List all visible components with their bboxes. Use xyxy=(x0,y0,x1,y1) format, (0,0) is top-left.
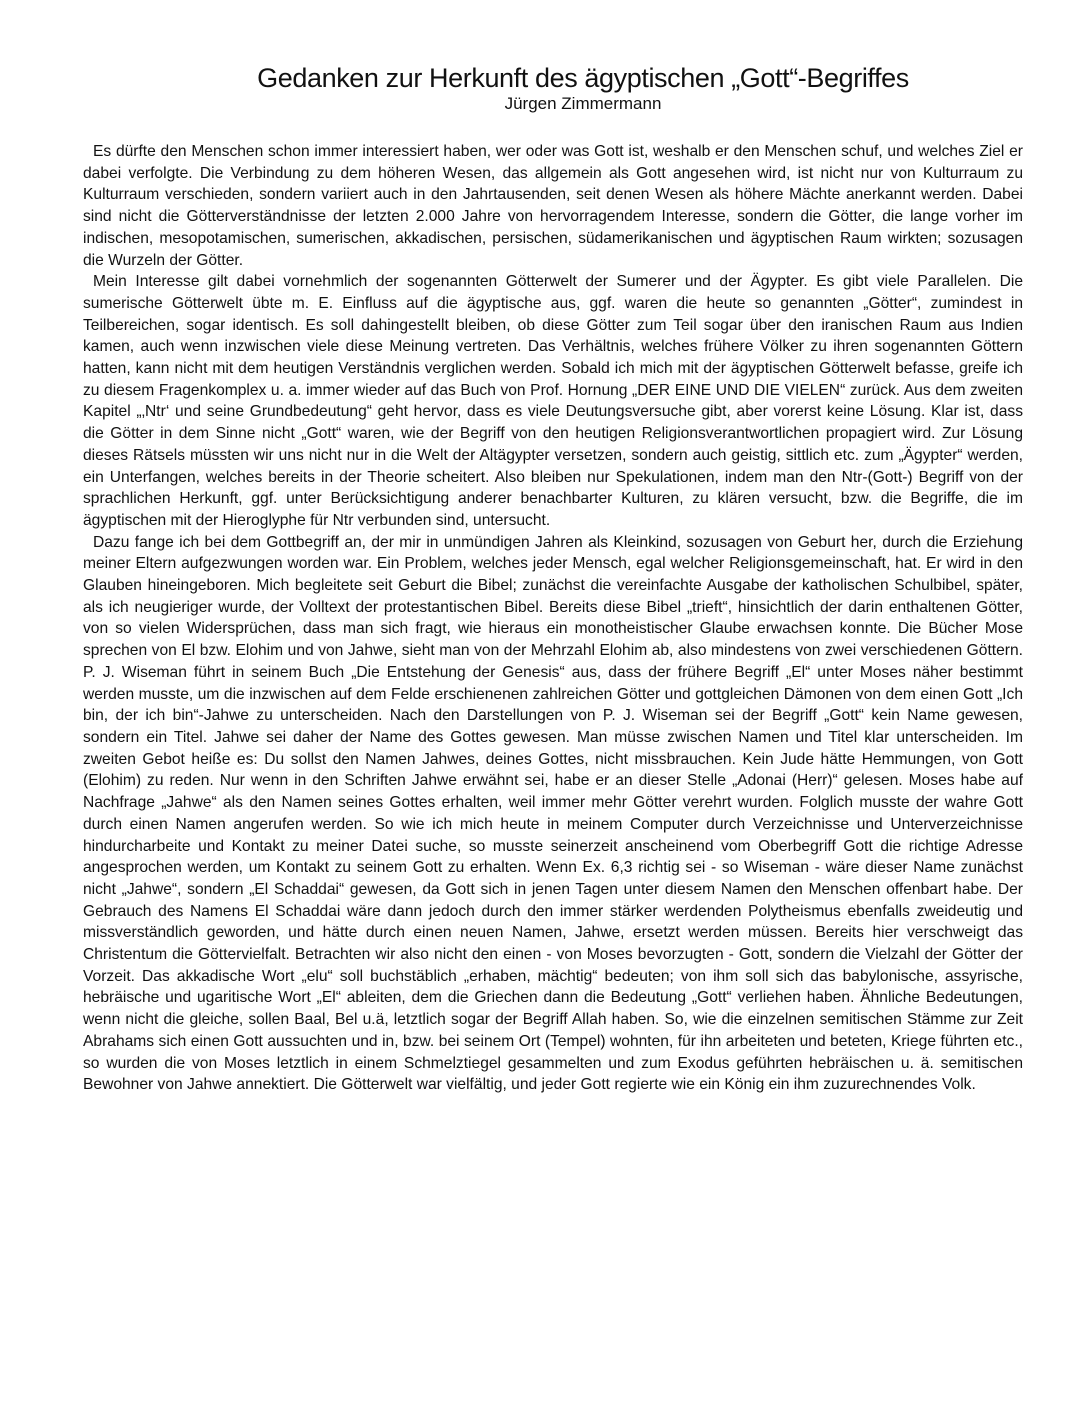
paragraph: Dazu fange ich bei dem Gottbegriff an, der mir in unmündigen Jahren als Kleinkind, sozusagen von Geburt her, durch die Erziehung meiner Eltern aufgezwungen worden war. Ein Problem, welches jeder Mensch, egal welcher Religionsgemeinschaft, hat. Er wird in den Glauben hineingeboren. Mich begleitete seit Geburt die Bibel; zunächst die vereinfachte Ausgabe der katholischen Schulbibel, später, als ich neugieriger wurde, der Volltext der protestantischen Bibel. Bereits diese Bibel „trieft“, hinsichtlich der darin enthaltenen Götter, von so vielen Widersprüchen, dass man sich fragt, wie hieraus ein monotheistischer Glaube erwachsen konnte. Die Bücher Mose sprechen von El bzw. Elohim und von Jahwe, sieht man von der Mehrzahl Elohim ab, also mindestens von zwei verschiedenen Göttern. P. J. Wiseman führt in seinem Buch „Die Entstehung der Genesis“ aus, dass der frühere Begriff „El“ unter Moses näher bestimmt werden musste, um die inzwischen auf dem Felde erschienenen zahlreichen Götter und gottgleichen Dämonen von dem einen Gott „Ich bin, der ich bin“-Jahwe zu unterscheiden. Nach den Darstellungen von P. J. Wiseman sei der Begriff „Gott“ kein Name gewesen, sondern ein Titel. Jahwe sei daher der Name des Gottes gewesen. Man müsse zwischen Namen und Titel klar unterscheiden. Im zweiten Gebot heiße es: Du sollst den Namen Jahwes, deines Gottes, nicht missbrauchen. Kein Jude hätte Hemmungen, von Gott (Elohim) zu reden. Nur wenn in den Schriften Jahwe erwähnt sei, habe er an dieser Stelle „Adonai (Herr)“ gelesen. Moses habe auf Nachfrage „Jahwe“ als den Namen seines Gottes erhalten, weil immer mehr Götter verehrt wurden. Folglich musste der wahre Gott durch einen Namen angerufen werden. So wie ich mich heute in meinem Computer durch Verzeichnisse und Unterverzeichnisse hindurcharbeite und Kontakt zu meiner Datei suche, so musste seinerzeit anscheinend vom Oberbegriff Gott die richtige Adresse angesprochen werden, um Kontakt zu seinem Gott zu erhalten. Wenn Ex. 6,3 richtig sei - so Wiseman - wäre dieser Name zunächst nicht „Jahwe“, sondern „El Schaddai“ gewesen, da Gott sich in jenen Tagen unter diesem Namen den Menschen offenbart habe. Der Gebrauch des Namens El Schaddai wäre dann jedoch durch den immer stärker werdenden Polytheismus ebenfalls zweideutig und missverständlich geworden, und hätte durch einen neuen Namen, Jahwe, ersetzt werden müssen. Bereits hier verschweigt das Christentum die Göttervielfalt. Betrachten wir also nicht den einen - von Moses bevorzugten - Gott, sondern die Vielzahl der Götter der Vorzeit. Das akkadische Wort „elu“ soll buchstäblich „erhaben, mächtig“ bedeuten; von ihm soll sich das babylonische, assyrische, hebräische und ugaritische Wort „El“ ableiten, dem die Griechen dann die Bedeutung „Gott“ verliehen haben. Ähnliche Bedeutungen, wenn nicht die gleiche, sollen Baal, Bel u.ä, letztlich sogar der Begriff Allah haben. So, wie die einzelnen semitischen Stämme zur Zeit Abrahams sich einen Gott aussuchten und in, bzw. bei seinem Ort (Tempel) wohnten, für ihn arbeiteten und beteten, Kriege führten etc., so wurden die von Moses letztlich in einem Schmelztiegel gesammelten und zum Exodus geführten hebräischen u. ä. semitischen Bewohner von Jahwe annektiert. Die Götterwelt war vielfältig, und jeder Gott regierte wie ein König ein ihm zuzurechnendes Volk. xyxy=(83,533,1023,1094)
document-page xyxy=(83,62,1023,1096)
paragraph: Mein Interesse gilt dabei vornehmlich der sogenannten Götterwelt der Sumerer und der Ägypter. Es gibt viele Parallelen. Die sumerische Götterwelt übte m. E. Einfluss auf die ägyptische aus, ggf. waren die heute so genannten „Götter“, zumindest in Teilbereichen, sogar identisch. Es soll dahingestellt bleiben, ob diese Götter zum Teil sogar über den iranischen Raum aus Indien kamen, auch wenn inzwischen viele diese Meinung vertreten. Das Verhältnis, welches frühere Völker zu ihren sogenannten Göttern hatten, kann nicht mit dem heutigen Verständnis verglichen werden. Sobald ich mich mit der ägyptischen Götterwelt befasse, greife ich zu diesem Fragenkomplex u. a. immer wieder auf das Buch von Prof. Hornung „DER EINE UND DIE VIELEN“ zurück. Aus dem zweiten Kapitel „‚Ntr‘ und seine Grundbedeutung“ geht hervor, dass es viele Deutungsversuche gibt, aber vorerst keine Lösung. Klar ist, dass die Götter in dem Sinne nicht „Gott“ waren, wie der Begriff von den heutigen Religionsverantwortlichen propagiert wird. Zur Lösung dieses Rätsels müssten wir uns nicht nur in die Welt der Altägypter versetzen, sondern auch geistig, sittlich etc. zum „Ägypter“ werden, ein Unterfangen, welches bereits in der Theorie scheitert. Also bleiben nur Spekulationen, indem man den Ntr-(Gott-) Begriff von der sprachlichen Herkunft, ggf. unter Berücksichtigung anderer benachbarter Kulturen, zu klären versucht, bzw. die Begriffe, die im ägyptischen mit der Hieroglyphe für Ntr verbunden sind, untersucht. xyxy=(83,273,1023,529)
paragraph: Es dürfte den Menschen schon immer interessiert haben, wer oder was Gott ist, weshalb er den Menschen schuf, und welches Ziel er dabei verfolgte. Die Verbindung zu dem höheren Wesen, das allgemein als Gott angesehen wird, ist nicht nur von Kulturraum zu Kulturraum verschieden, sondern variiert auch in den Jahrtausenden, seit denen Wesen als höhere Mächte anerkannt werden. Dabei sind nicht die Götterverständnisse der letzten 2.000 Jahre von hervorragendem Interesse, sondern die Götter, die lange vorher im indischen, mesopotamischen, sumerischen, akkadischen, persischen, südamerikanischen und ägyptischen Raum wirkten; sozusagen die Wurzeln der Götter. xyxy=(83,143,1023,269)
document-title: Gedanken zur Herkunft des ägyptischen „Gott“-Begriffes xyxy=(257,63,909,93)
document-author: Jürgen Zimmermann xyxy=(504,94,662,113)
document-body xyxy=(83,141,1023,1096)
